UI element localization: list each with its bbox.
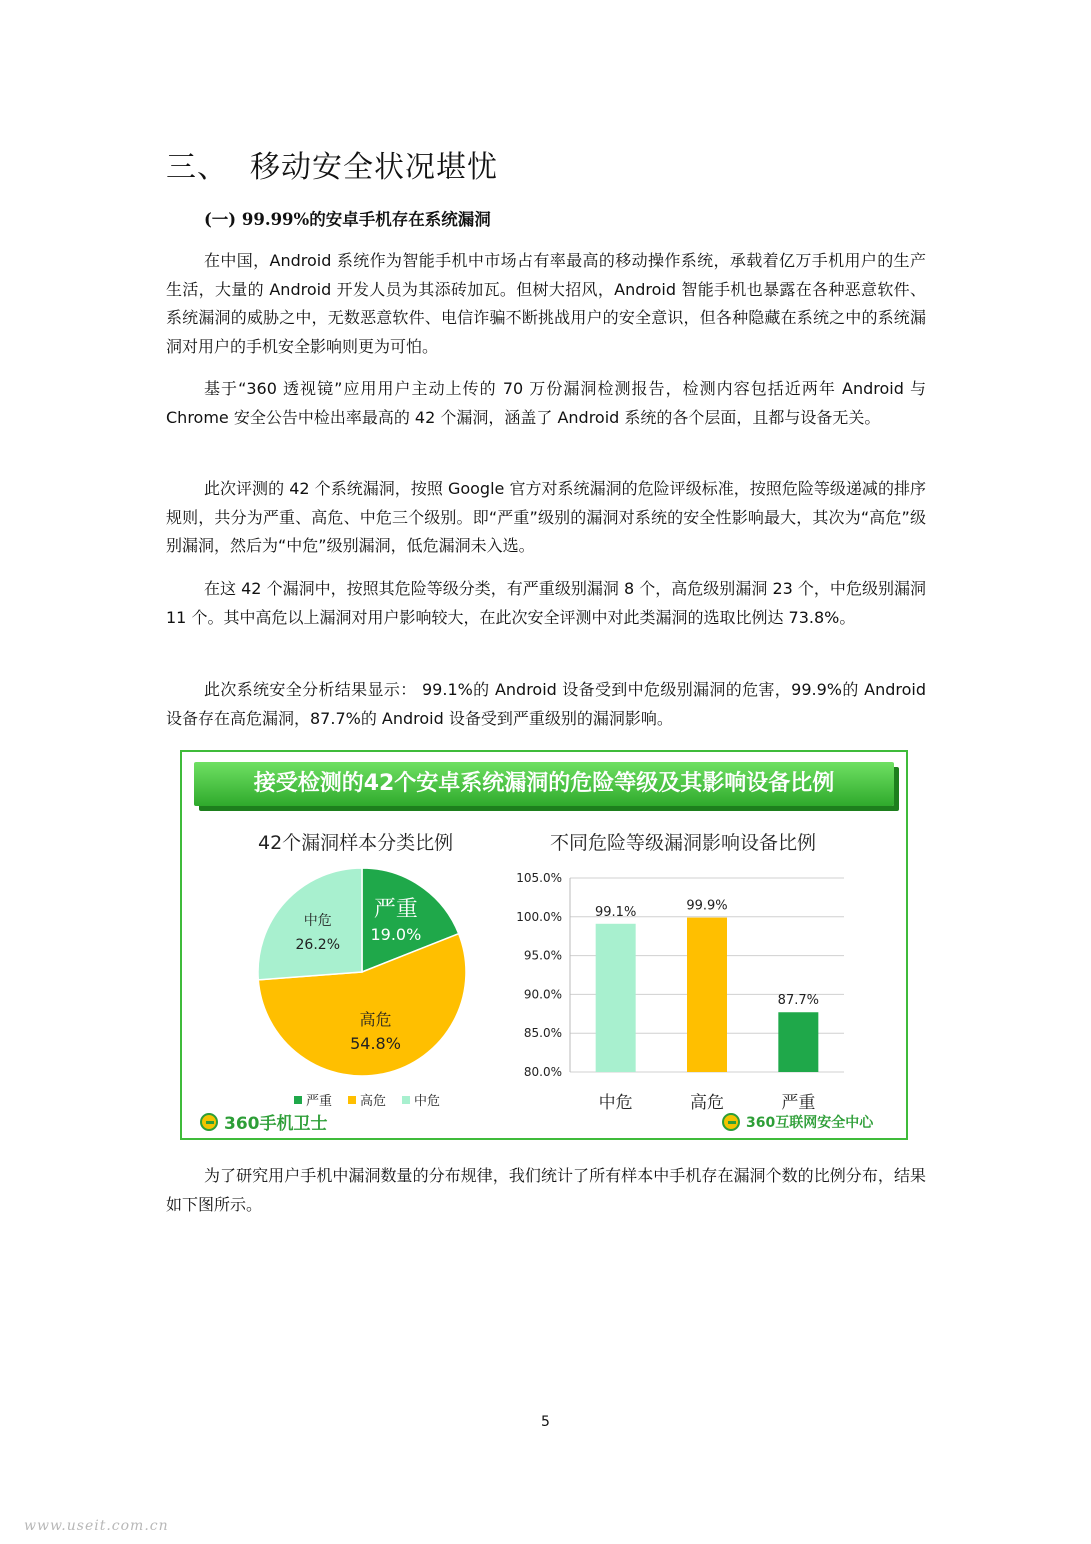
chart-area	[182, 752, 906, 1138]
paragraph: 此次评测的 42 个系统漏洞，按照 Google 官方对系统漏洞的危险评级标准，按照危险等级递减的排序规则，共分为严重、高危、中危三个级别。即“严重”级别的漏洞对系统的安全性影响最大，其次为“高危”级别漏洞，然后为“中危”级别漏洞，低危漏洞未入选。	[166, 479, 926, 555]
bar	[778, 1012, 818, 1072]
paragraph: 此次系统安全分析结果显示： 99.1%的 Android 设备受到中危级别漏洞的危害，99.9%的 Android 设备存在高危漏洞，87.7%的 Android 设备受到严重级别的漏洞影响。	[166, 680, 926, 728]
legend-label: 中危	[414, 1094, 441, 1109]
logo-360-security-center	[722, 1112, 873, 1132]
y-tick-label: 90.0%	[523, 987, 562, 1002]
heading-number: 三、	[166, 150, 228, 185]
legend-label: 高危	[360, 1094, 387, 1109]
bar	[596, 924, 636, 1072]
logo-icon	[722, 1113, 740, 1131]
pie-slice-value: 26.2%	[295, 936, 341, 953]
watermark: www.useit.com.cn	[24, 1518, 169, 1534]
logo-text: 360互联网安全中心	[746, 1115, 874, 1131]
y-tick-label: 80.0%	[523, 1065, 562, 1079]
bar-value-label: 99.9%	[686, 898, 728, 914]
bar	[687, 918, 727, 1072]
figure	[180, 750, 908, 1140]
figure-banner: 接受检测的42个安卓系统漏洞的危险等级及其影响设备比例	[194, 762, 894, 806]
x-tick-label: 中危	[598, 1093, 633, 1113]
y-tick-label: 85.0%	[523, 1026, 562, 1041]
logo-360-mobile-guard	[200, 1109, 328, 1134]
bar-chart-title: 不同危险等级漏洞影响设备比例	[550, 832, 817, 854]
page-heading	[166, 142, 498, 186]
pie-chart-title: 42个漏洞样本分类比例	[258, 832, 454, 854]
pie-slice-value: 54.8%	[350, 1033, 401, 1053]
paragraph: 为了研究用户手机中漏洞数量的分布规律，我们统计了所有样本中手机存在漏洞个数的比例分布，结果如下图所示。	[166, 1166, 926, 1214]
bar-value-label: 99.1%	[595, 904, 637, 920]
legend-swatch	[294, 1096, 302, 1104]
logo-text: 360手机卫士	[224, 1114, 328, 1134]
logo-icon	[200, 1113, 218, 1131]
page-number: 5	[541, 1414, 550, 1430]
y-tick-label: 105.0%	[516, 871, 562, 885]
paragraph: 在中国，Android 系统作为智能手机中市场占有率最高的移动操作系统，承载着亿万手机用户的生产生活，大量的 Android 开发人员为其添砖加瓦。但树大招风，Android 智能手机也暴露在各种恶意软件、系统漏洞的威胁之中，无数恶意软件、电信诈骗不断挑战用户的安全意识，但各种隐藏在系统之中的系统漏洞对用户的手机安全影响则更为可怕。	[166, 251, 926, 356]
pie-slice-label: 高危	[359, 1009, 392, 1029]
legend-swatch	[348, 1096, 356, 1104]
x-tick-label: 高危	[690, 1093, 724, 1113]
pie-slice-label: 中危	[303, 912, 332, 929]
bar-value-label: 87.7%	[777, 993, 819, 1009]
heading-text: 移动安全状况堪忧	[250, 150, 498, 185]
paragraph: 基于“360 透视镜”应用用户主动上传的 70 万份漏洞检测报告，检测内容包括近两年 Android 与 Chrome 安全公告中检出率最高的 42 个漏洞，涵盖了 Android 系统的各个层面，且都与设备无关。	[166, 379, 926, 427]
legend-label: 严重	[306, 1094, 333, 1109]
pie-slice-value: 19.0%	[370, 925, 422, 945]
y-tick-label: 100.0%	[516, 909, 562, 924]
paragraph: 在这 42 个漏洞中，按照其危险等级分类，有严重级别漏洞 8 个，高危级别漏洞 23 个，中危级别漏洞 11 个。其中高危以上漏洞对用户影响较大，在此次安全评测中对此类漏洞的选取比例达 73.8%。	[166, 579, 926, 627]
y-tick-label: 95.0%	[523, 948, 562, 963]
x-tick-label: 严重	[781, 1093, 816, 1113]
legend-swatch	[402, 1096, 410, 1104]
pie-slice-label: 严重	[373, 897, 418, 923]
section-title: (一) 99.99%的安卓手机存在系统漏洞	[204, 210, 491, 229]
